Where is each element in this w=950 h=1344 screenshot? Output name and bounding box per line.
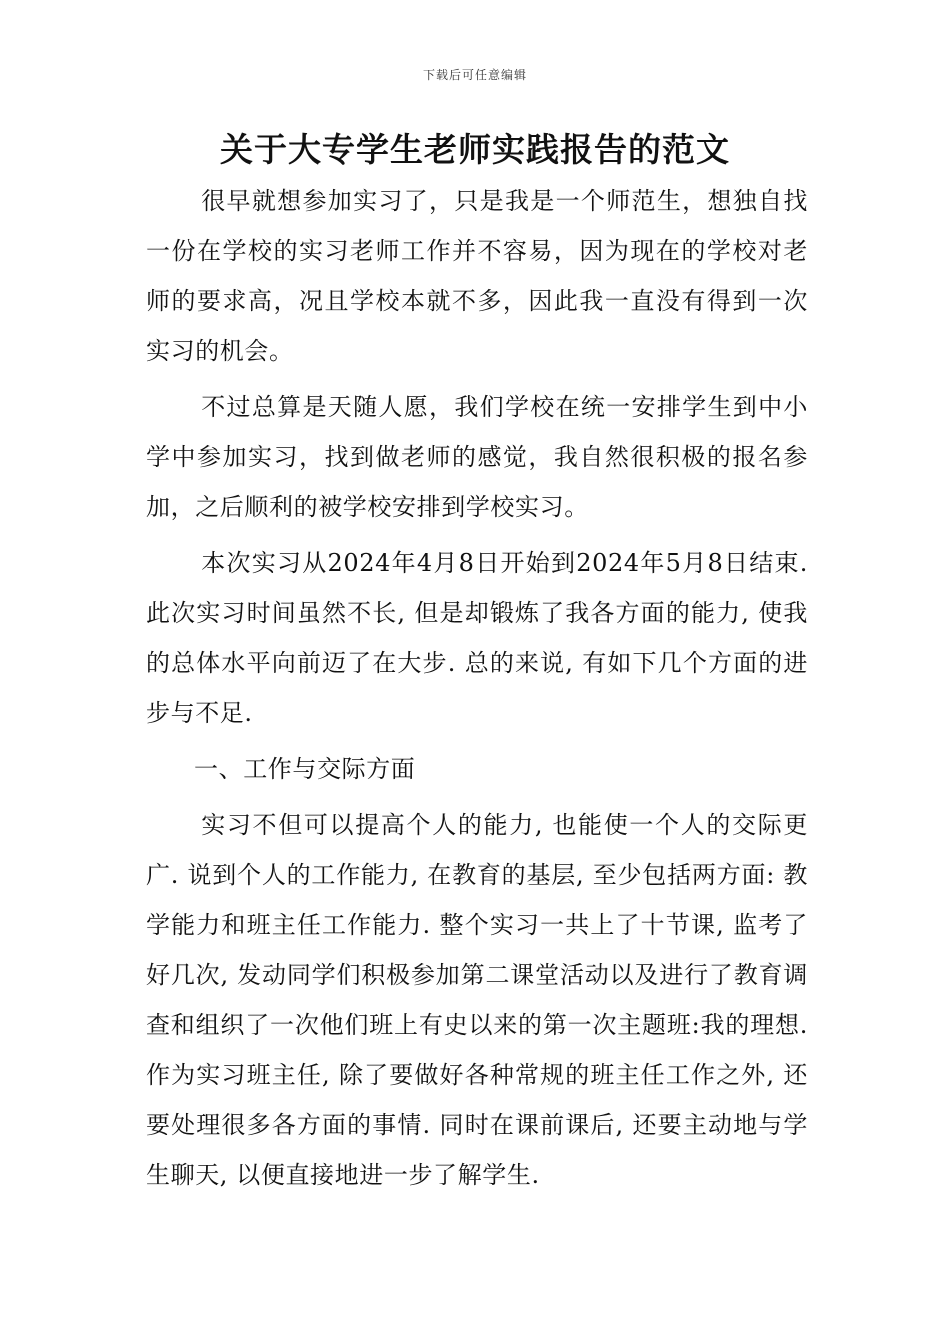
paragraph-4: 实习不但可以提高个人的能力, 也能使一个人的交际更广. 说到个人的工作能力, 在教育的基层, 至少包括两方面: 教学能力和班主任工作能力. 整个实习一共上了十节课, 监考了好几次, 发动同学们积极参加第二课堂活动以及进行了教育调查和组织了一次他们班上有史以来的第一次主题班:我的理想. 作为实习班主任, 除了要做好各种常规的班主任工作之外, 还要处理很多各方面的事情. 同时在课前课后, 还要主动地与学生聊天, 以便直接地进一步了解学生. [146, 811, 808, 1189]
section-heading: 一、工作与交际方面 [194, 755, 416, 783]
paragraph-1: 很早就想参加实习了，只是我是一个师范生，想独自找一份在学校的实习老师工作并不容易，因为现在的学校对老师的要求高，况且学校本就不多，因此我一直没有得到一次实习的机会。 [146, 187, 808, 365]
paragraph-2: 不过总算是天随人愿，我们学校在统一安排学生到中小学中参加实习，找到做老师的感觉，我自然很积极的报名参加，之后顺利的被学校安排到学校实习。 [146, 393, 808, 521]
paragraph-3: 本次实习从2024年4月8日开始到2024年5月8日结束. 此次实习时间虽然不长, 但是却锻炼了我各方面的能力, 使我的总体水平向前迈了在大步. 总的来说, 有如下几个方面的进步与不足. [146, 549, 808, 727]
header-note: 下载后可任意编辑 [422, 68, 527, 82]
document-title: 关于大专学生老师实践报告的范文 [220, 130, 730, 169]
document-body [146, 176, 808, 1206]
